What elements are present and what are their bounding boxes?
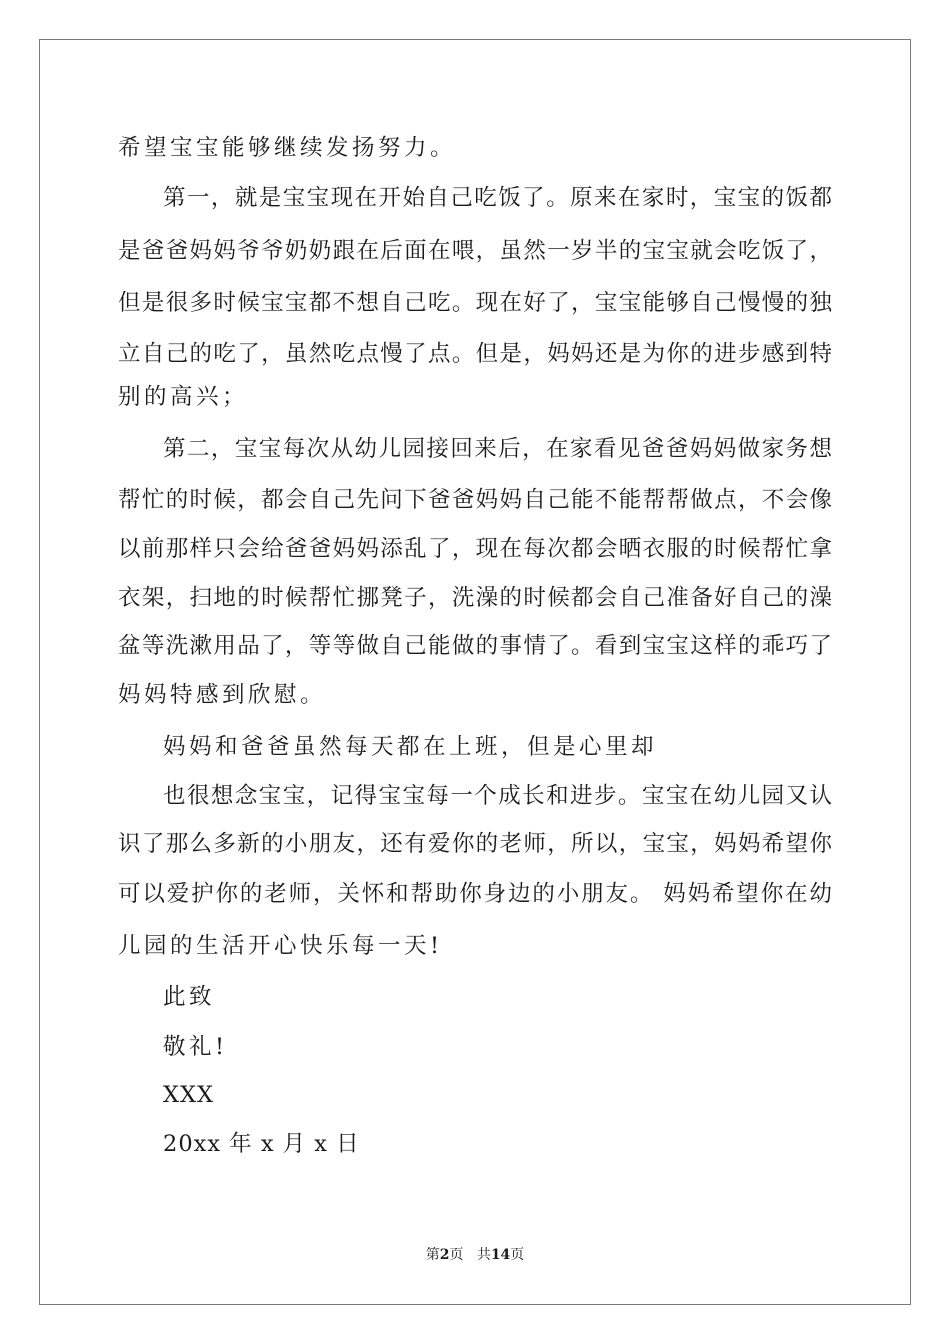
closing-line: 此致: [163, 984, 216, 1010]
page-suffix: 页: [449, 1247, 464, 1263]
total-suffix: 页: [510, 1247, 525, 1263]
total-prefix: 共: [476, 1247, 491, 1263]
text-line: 别的高兴；: [118, 384, 249, 410]
signature-name: XXX: [163, 1082, 215, 1108]
date-line: 20xx 年 x 月 x 日: [163, 1131, 360, 1157]
total-pages: 14: [490, 1247, 511, 1263]
salutation-line: 敬礼!: [163, 1034, 228, 1060]
text-line: 帮忙的时候，都会自己先问下爸爸妈妈自己能不能帮帮做点，不会像: [118, 487, 832, 513]
text-line: 识了那么多新的小朋友，还有爱你的老师，所以，宝宝，妈妈希望你: [118, 831, 832, 857]
text-line: 但是很多时候宝宝都不想自己吃。现在好了，宝宝能够自己慢慢的独: [118, 290, 832, 316]
page-border: [39, 39, 911, 1305]
text-line: 第二，宝宝每次从幼儿园接回来后，在家看见爸爸妈妈做家务想: [163, 436, 832, 462]
text-line: 盆等洗漱用品了，等等做自己能做的事情了。看到宝宝这样的乖巧了: [118, 633, 832, 659]
text-line: 儿园的生活开心快乐每一天!: [118, 933, 443, 959]
text-line: 立自己的吃了，虽然吃点慢了点。但是，妈妈还是为你的进步感到特: [118, 341, 832, 367]
text-line: 第一，就是宝宝现在开始自己吃饭了。原来在家时，宝宝的饭都: [163, 185, 832, 211]
text-line: 妈妈和爸爸虽然每天都在上班，但是心里却: [163, 734, 658, 760]
page-number: 2: [439, 1247, 450, 1263]
text-line: 也很想念宝宝，记得宝宝每一个成长和进步。宝宝在幼儿园又认: [163, 783, 832, 809]
text-line: 希望宝宝能够继续发扬努力。: [118, 135, 457, 161]
text-line: 是爸爸妈妈爷爷奶奶跟在后面在喂，虽然一岁半的宝宝就会吃饭了，: [118, 238, 832, 264]
text-line: 衣架，扫地的时候帮忙挪凳子，洗澡的时候都会自己准备好自己的澡: [118, 585, 832, 611]
page-footer: [0, 1248, 950, 1262]
text-line: 妈妈特感到欣慰。: [118, 682, 327, 708]
text-line: 以前那样只会给爸爸妈妈添乱了，现在每次都会晒衣服的时候帮忙拿: [118, 536, 832, 562]
page-prefix: 第: [425, 1247, 440, 1263]
text-line: 可以爱护你的老师，关怀和帮助你身边的小朋友。 妈妈希望你在幼: [118, 881, 832, 907]
